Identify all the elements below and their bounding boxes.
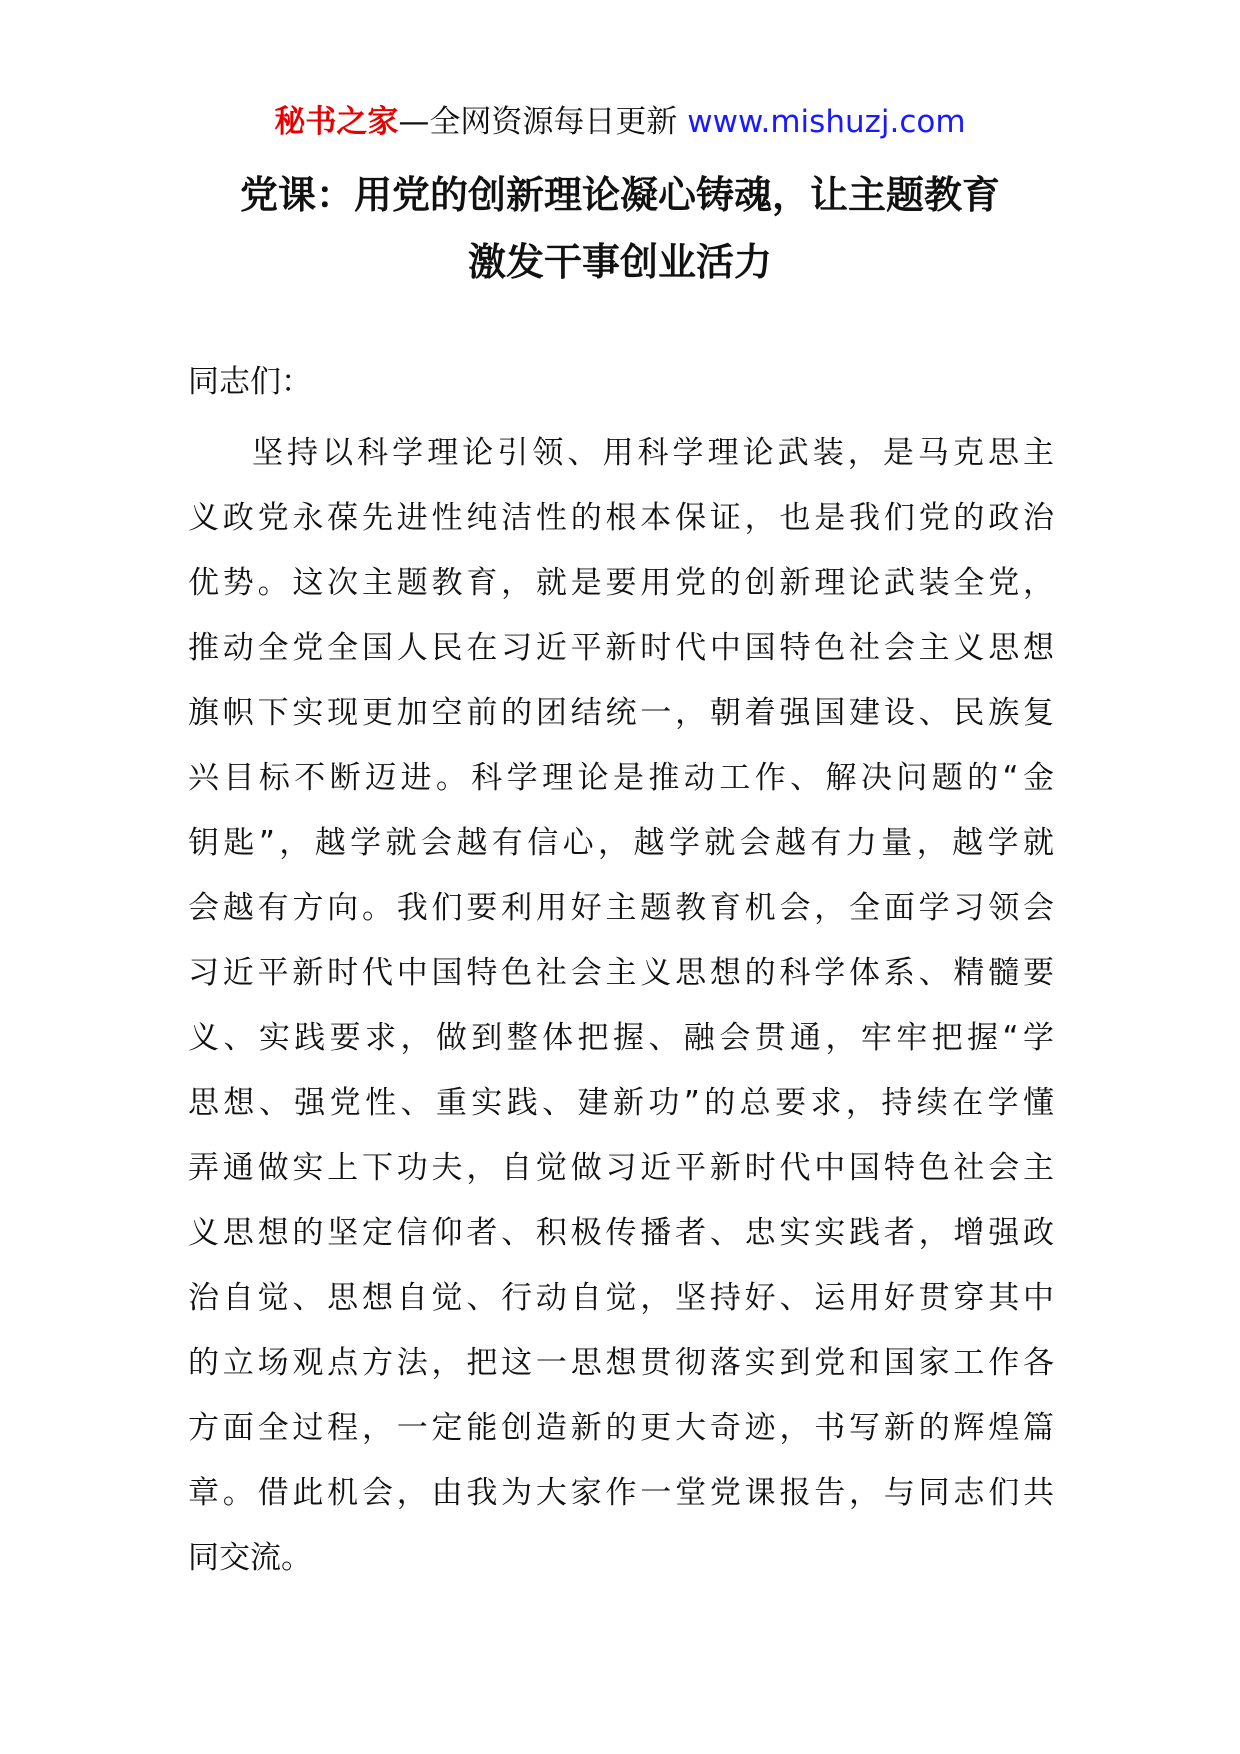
body-paragraph — [188, 421, 1054, 1591]
paragraph-line: 会越有方向。我们要利用好主题教育机会，全面学习领会 — [188, 890, 1054, 926]
paragraph-line: 义、实践要求，做到整体把握、融会贯通，牢牢把握“学 — [188, 1020, 1054, 1056]
paragraph-line: 坚持以科学理论引领、用科学理论武装，是马克思主 — [252, 435, 1054, 471]
title-line-1: 党课：用党的创新理论凝心铸魂，让主题教育 — [239, 173, 1000, 217]
header-tagline: —全网资源每日更新 — [398, 104, 688, 140]
title-line-2: 激发干事创业活力 — [467, 240, 772, 284]
paragraph-line: 钥匙”，越学就会越有信心，越学就会越有力量，越学就 — [188, 825, 1054, 861]
paragraph-line: 旗帜下实现更加空前的团结统一，朝着强国建设、民族复 — [188, 695, 1054, 731]
paragraph-line: 思想、强党性、重实践、建新功”的总要求，持续在学懂 — [188, 1085, 1054, 1121]
brand-name: 秘书之家 — [274, 104, 399, 140]
paragraph-line: 弄通做实上下功夫，自觉做习近平新时代中国特色社会主 — [188, 1150, 1054, 1186]
paragraph-line: 优势。这次主题教育，就是要用党的创新理论武装全党， — [188, 565, 1054, 601]
paragraph-line: 义政党永葆先进性纯洁性的根本保证，也是我们党的政治 — [188, 500, 1054, 536]
paragraph-line: 习近平新时代中国特色社会主义思想的科学体系、精髓要 — [188, 955, 1054, 991]
paragraph-line: 同交流。 — [188, 1540, 312, 1576]
site-url-link[interactable]: www.mishuzj.com — [687, 104, 966, 140]
paragraph-line: 治自觉、思想自觉、行动自觉，坚持好、运用好贯穿其中 — [188, 1280, 1054, 1316]
paragraph-line: 推动全党全国人民在习近平新时代中国特色社会主义思想 — [188, 630, 1054, 666]
document-title — [150, 162, 1090, 296]
site-header — [0, 100, 1240, 144]
salutation: 同志们： — [188, 364, 312, 400]
paragraph-line: 的立场观点方法，把这一思想贯彻落实到党和国家工作各 — [188, 1345, 1054, 1381]
paragraph-line: 章。借此机会，由我为大家作一堂党课报告，与同志们共 — [188, 1475, 1054, 1511]
paragraph-line: 义思想的坚定信仰者、积极传播者、忠实实践者，增强政 — [188, 1215, 1054, 1251]
paragraph-line: 兴目标不断迈进。科学理论是推动工作、解决问题的“金 — [188, 760, 1054, 796]
paragraph-line: 方面全过程，一定能创造新的更大奇迹，书写新的辉煌篇 — [188, 1410, 1054, 1446]
